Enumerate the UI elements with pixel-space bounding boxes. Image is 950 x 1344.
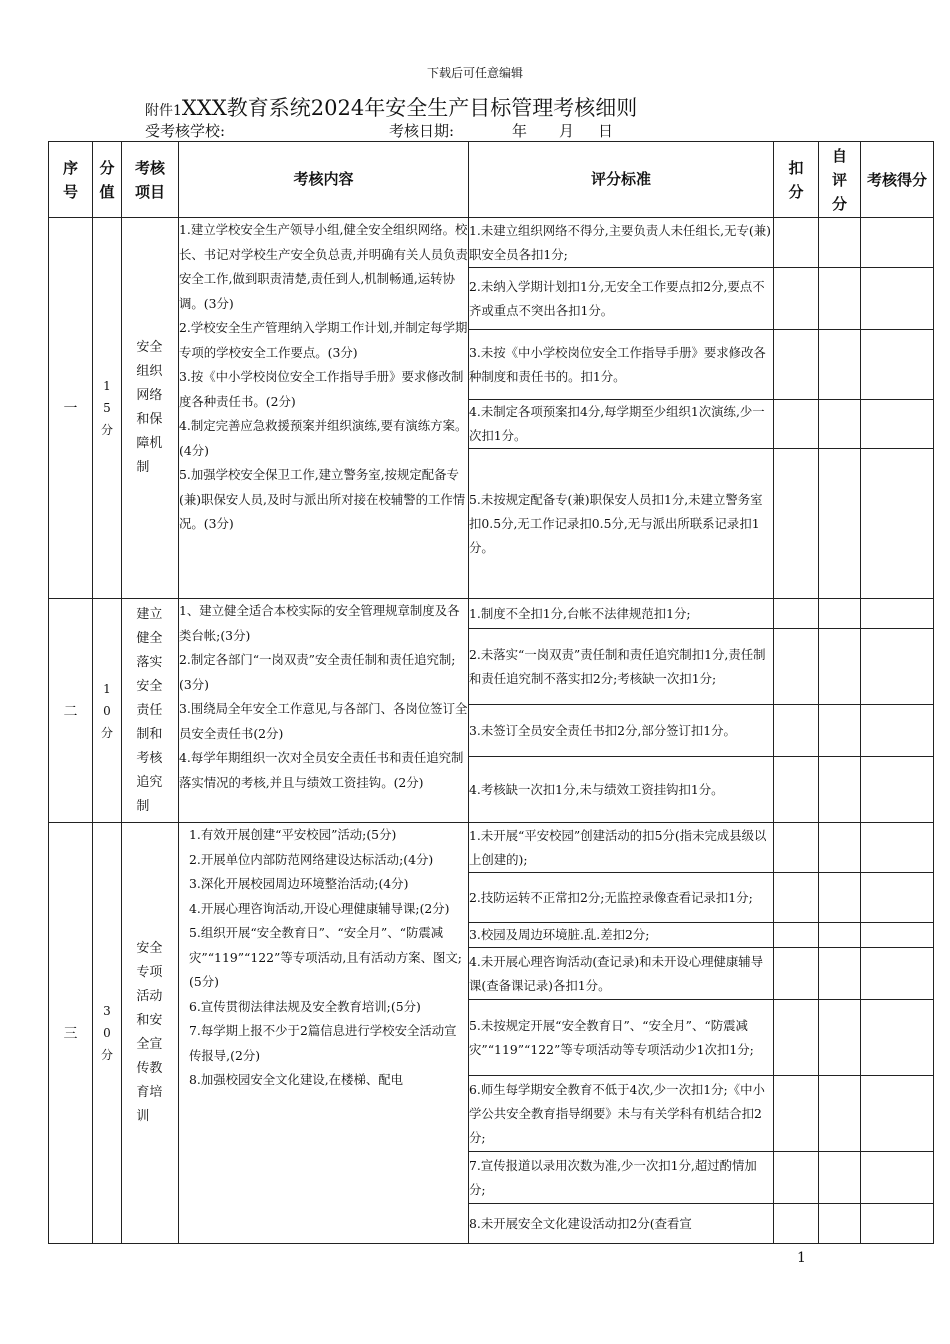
final-score-cell[interactable] — [861, 1000, 934, 1076]
criteria-cell: 5.未按规定开展“安全教育日”、“安全月”、“防震减灾”“119”“122”等专项活动等专项活动少1次扣1分; — [469, 1000, 774, 1076]
criteria-cell: 1.未开展“平安校园”创建活动的扣5分(指未完成县级以上创建的); — [469, 823, 774, 873]
school-label: 受考核学校: — [145, 122, 226, 140]
deduct-cell[interactable] — [774, 873, 819, 923]
section-content: 1、建立健全适合本校实际的安全管理规章制度及各类台帐;(3分) 2.制定各部门“一岗双责”安全责任制和责任追究制;(3分) 3.围绕局全年安全工作意见,与各部门、各岗位签订全员安全责任书(2分) 4.每学年期组织一次对全员安全责任书和责任追究制落实情况的考核,并且与绩效工资挂钩。(2分) — [179, 599, 469, 823]
header-item: 考核项目 — [122, 142, 179, 218]
deduct-cell[interactable] — [774, 757, 819, 823]
deduct-cell[interactable] — [774, 400, 819, 449]
section-seq: 三 — [49, 823, 93, 1244]
header-seq: 序号 — [49, 142, 93, 218]
section-seq: 一 — [49, 218, 93, 599]
title-text: XXX教育系统2024年安全生产目标管理考核细则 — [181, 96, 638, 120]
self-score-cell[interactable] — [819, 1000, 861, 1076]
section-content: 1.有效开展创建“平安校园”活动;(5分) 2.开展单位内部防范网络建设达标活动;(4分) 3.深化开展校园周边环境整治活动;(4分) 4.开展心理咨询活动,开设心理健康辅导课;(2分) 5.组织开展“安全教育日”、“安全月”、“防震减灾”“119”“122”等专项活动,且有活动方案、图文;(5分) 6.宣传贯彻法律法规及安全教育培训;(5分) 7.每学期上报不少于2篇信息进行学校安全活动宣传报导,(2分) 8.加强校园安全文化建设,在楼梯、配电 — [179, 823, 469, 1244]
section-item: 安全组织网络和保障机制 — [122, 218, 179, 599]
criteria-cell: 2.技防运转不正常扣2分;无监控录像查看记录扣1分; — [469, 873, 774, 923]
self-score-cell[interactable] — [819, 629, 861, 705]
section-item: 安全专项活动和安全宣传教育培训 — [122, 823, 179, 1244]
deduct-cell[interactable] — [774, 948, 819, 1000]
document-title — [145, 92, 637, 122]
date-label: 考核日期: — [389, 122, 455, 140]
criteria-cell: 6.师生每学期安全教育不低于4次,少一次扣1分;《中小学公共安全教育指导纲要》未与有关学科有机结合扣2分; — [469, 1076, 774, 1152]
final-score-cell[interactable] — [861, 823, 934, 873]
criteria-cell: 3.未签订全员安全责任书扣2分,部分签订扣1分。 — [469, 705, 774, 757]
criteria-cell: 1.制度不全扣1分,台帐不法律规范扣1分; — [469, 599, 774, 629]
section-score: 15分 — [93, 218, 122, 599]
criteria-cell: 4.考核缺一次扣1分,未与绩效工资挂钩扣1分。 — [469, 757, 774, 823]
final-score-cell[interactable] — [861, 400, 934, 449]
header-score: 分值 — [93, 142, 122, 218]
attachment-prefix: 附件1 — [145, 103, 182, 119]
criteria-cell: 8.未开展安全文化建设活动扣2分(查看宣 — [469, 1204, 774, 1244]
final-score-cell[interactable] — [861, 1152, 934, 1204]
final-score-cell[interactable] — [861, 873, 934, 923]
header-deduct: 扣分 — [774, 142, 819, 218]
final-score-cell[interactable] — [861, 629, 934, 705]
criteria-cell: 2.未纳入学期计划扣1分,无安全工作要点扣2分,要点不齐或重点不突出各扣1分。 — [469, 268, 774, 330]
self-score-cell[interactable] — [819, 705, 861, 757]
criteria-cell: 7.宣传报道以录用次数为准,少一次扣1分,超过酌情加分; — [469, 1152, 774, 1204]
self-score-cell[interactable] — [819, 923, 861, 948]
header-final-score: 考核得分 — [861, 142, 934, 218]
final-score-cell[interactable] — [861, 599, 934, 629]
deduct-cell[interactable] — [774, 1000, 819, 1076]
deduct-cell[interactable] — [774, 1152, 819, 1204]
section-seq: 二 — [49, 599, 93, 823]
download-note: 下载后可任意编辑 — [426, 66, 523, 80]
criteria-cell: 4.未开展心理咨询活动(查记录)和未开设心理健康辅导课(查备课记录)各扣1分。 — [469, 948, 774, 1000]
self-score-cell[interactable] — [819, 757, 861, 823]
table-row — [49, 218, 934, 268]
day-label: 日 — [598, 122, 614, 140]
deduct-cell[interactable] — [774, 823, 819, 873]
section-item: 建立健全落实安全责任制和考核追究制 — [122, 599, 179, 823]
criteria-cell: 2.未落实“一岗双责”责任制和责任追究制扣1分,责任制和责任追究制不落实扣2分;考核缺一次扣1分; — [469, 629, 774, 705]
section-score: 10分 — [93, 599, 122, 823]
month-label: 月 — [559, 122, 575, 140]
self-score-cell[interactable] — [819, 1076, 861, 1152]
criteria-cell: 3.未按《中小学校岗位安全工作指导手册》要求修改各种制度和责任书的。扣1分。 — [469, 330, 774, 400]
final-score-cell[interactable] — [861, 705, 934, 757]
self-score-cell[interactable] — [819, 218, 861, 268]
self-score-cell[interactable] — [819, 330, 861, 400]
header-row — [49, 142, 934, 218]
table-row — [49, 599, 934, 629]
self-score-cell[interactable] — [819, 948, 861, 1000]
final-score-cell[interactable] — [861, 1204, 934, 1244]
criteria-cell: 3.校园及周边环境脏.乱.差扣2分; — [469, 923, 774, 948]
final-score-cell[interactable] — [861, 757, 934, 823]
self-score-cell[interactable] — [819, 400, 861, 449]
final-score-cell[interactable] — [861, 449, 934, 599]
final-score-cell[interactable] — [861, 330, 934, 400]
section-score: 30分 — [93, 823, 122, 1244]
self-score-cell[interactable] — [819, 449, 861, 599]
criteria-cell: 4.未制定各项预案扣4分,每学期至少组织1次演练,少一次扣1分。 — [469, 400, 774, 449]
final-score-cell[interactable] — [861, 218, 934, 268]
deduct-cell[interactable] — [774, 268, 819, 330]
header-self-score: 自评分 — [819, 142, 861, 218]
deduct-cell[interactable] — [774, 705, 819, 757]
header-content: 考核内容 — [179, 142, 469, 218]
self-score-cell[interactable] — [819, 823, 861, 873]
deduct-cell[interactable] — [774, 629, 819, 705]
deduct-cell[interactable] — [774, 449, 819, 599]
self-score-cell[interactable] — [819, 873, 861, 923]
criteria-cell: 1.未建立组织网络不得分,主要负责人未任组长,无专(兼)职安全员各扣1分; — [469, 218, 774, 268]
deduct-cell[interactable] — [774, 599, 819, 629]
self-score-cell[interactable] — [819, 599, 861, 629]
deduct-cell[interactable] — [774, 330, 819, 400]
table-row — [49, 823, 934, 873]
final-score-cell[interactable] — [861, 923, 934, 948]
deduct-cell[interactable] — [774, 218, 819, 268]
deduct-cell[interactable] — [774, 1076, 819, 1152]
criteria-cell: 5.未按规定配备专(兼)职保安人员扣1分,未建立警务室扣0.5分,无工作记录扣0.5分,无与派出所联系记录扣1分。 — [469, 449, 774, 599]
year-label: 年 — [512, 122, 528, 140]
final-score-cell[interactable] — [861, 268, 934, 330]
self-score-cell[interactable] — [819, 1204, 861, 1244]
final-score-cell[interactable] — [861, 1076, 934, 1152]
self-score-cell[interactable] — [819, 1152, 861, 1204]
section-content: 1.建立学校安全生产领导小组,健全安全组织网络。校长、书记对学校生产安全负总责,并明确有关人员负责安全工作,做到职责清楚,责任到人,机制畅通,运转协调。(3分) 2.学校安全生产管理纳入学期工作计划,并制定每学期专项的学校安全工作要点。(3分) 3.按《中小学校岗位安全工作指导手册》要求修改制度各种责任书。(2分) 4.制定完善应急救援预案并组织演练,要有演练方案。(4分) 5.加强学校安全保卫工作,建立警务室,按规定配备专(兼)职保安人员,及时与派出所对接在校辅警的工作情况。(3分) — [179, 218, 469, 599]
header-criteria: 评分标准 — [469, 142, 774, 218]
assessment-table — [48, 141, 934, 1244]
final-score-cell[interactable] — [861, 948, 934, 1000]
self-score-cell[interactable] — [819, 268, 861, 330]
page-number: 1 — [797, 1250, 806, 1266]
deduct-cell[interactable] — [774, 1204, 819, 1244]
deduct-cell[interactable] — [774, 923, 819, 948]
